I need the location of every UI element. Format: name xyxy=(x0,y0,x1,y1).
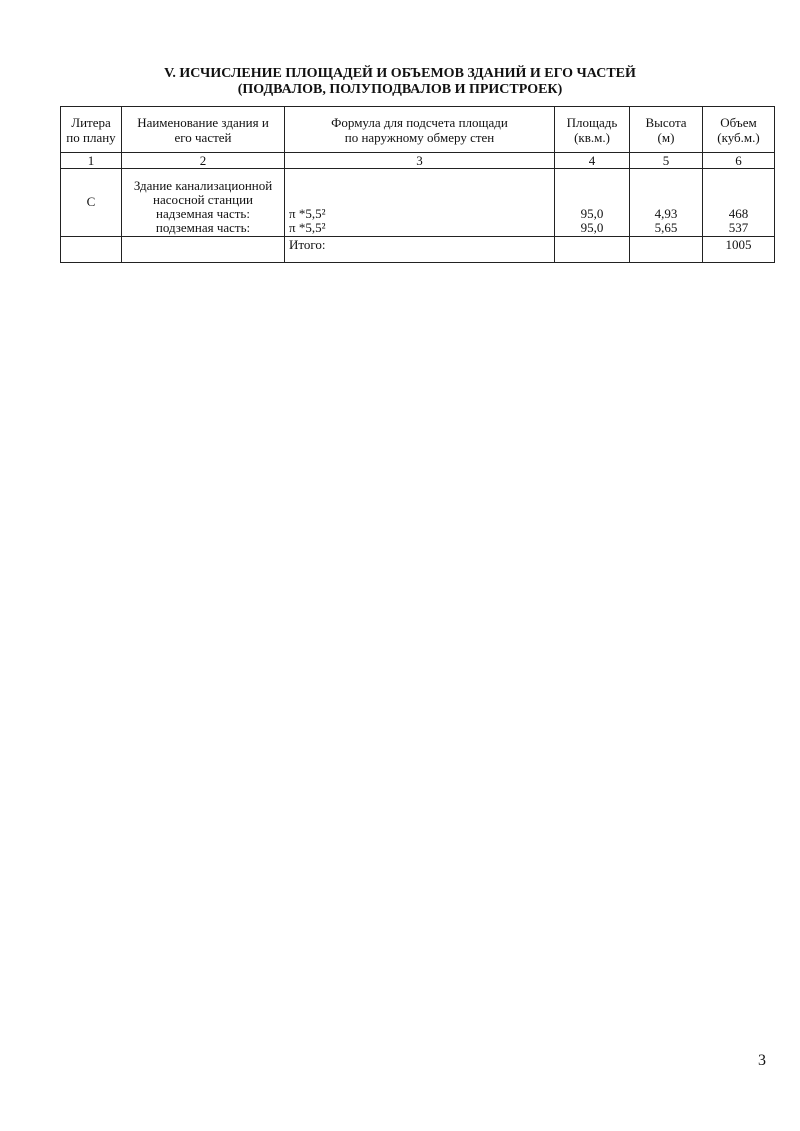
document-title xyxy=(0,66,800,98)
table-header-row xyxy=(61,107,775,153)
column-number: 3 xyxy=(285,153,555,169)
header-height: Высота (м) xyxy=(630,107,703,153)
total-empty-cell xyxy=(61,237,122,263)
table-row xyxy=(61,169,775,237)
cell-volume: 468 537 xyxy=(703,169,775,237)
column-number: 2 xyxy=(122,153,285,169)
column-number: 5 xyxy=(630,153,703,169)
cell-formula: π *5,5² π *5,5² xyxy=(285,169,555,237)
column-number: 6 xyxy=(703,153,775,169)
column-number: 4 xyxy=(555,153,630,169)
cell-litera: С xyxy=(61,169,122,237)
header-name: Наименование здания и его частей xyxy=(122,107,285,153)
total-label: Итого: xyxy=(285,237,555,263)
header-formula: Формула для подсчета площади по наружному обмеру стен xyxy=(285,107,555,153)
total-volume: 1005 xyxy=(703,237,775,263)
header-litera: Литера по плану xyxy=(61,107,122,153)
page-number: 3 xyxy=(758,1052,766,1069)
header-area: Площадь (кв.м.) xyxy=(555,107,630,153)
cell-name: Здание канализационной насосной станции надземная часть: подземная часть: xyxy=(122,169,285,237)
column-number: 1 xyxy=(61,153,122,169)
calculation-table xyxy=(60,106,775,263)
total-empty-cell xyxy=(630,237,703,263)
cell-area: 95,0 95,0 xyxy=(555,169,630,237)
column-number-row xyxy=(61,153,775,169)
header-volume: Объем (куб.м.) xyxy=(703,107,775,153)
total-empty-cell xyxy=(555,237,630,263)
total-empty-cell xyxy=(122,237,285,263)
title-line-2: (ПОДВАЛОВ, ПОЛУПОДВАЛОВ И ПРИСТРОЕК) xyxy=(237,82,563,97)
cell-height: 4,93 5,65 xyxy=(630,169,703,237)
total-row xyxy=(61,237,775,263)
title-line-1: V. ИСЧИСЛЕНИЕ ПЛОЩАДЕЙ И ОБЪЕМОВ ЗДАНИЙ И ЕГО ЧАСТЕЙ xyxy=(164,66,636,81)
